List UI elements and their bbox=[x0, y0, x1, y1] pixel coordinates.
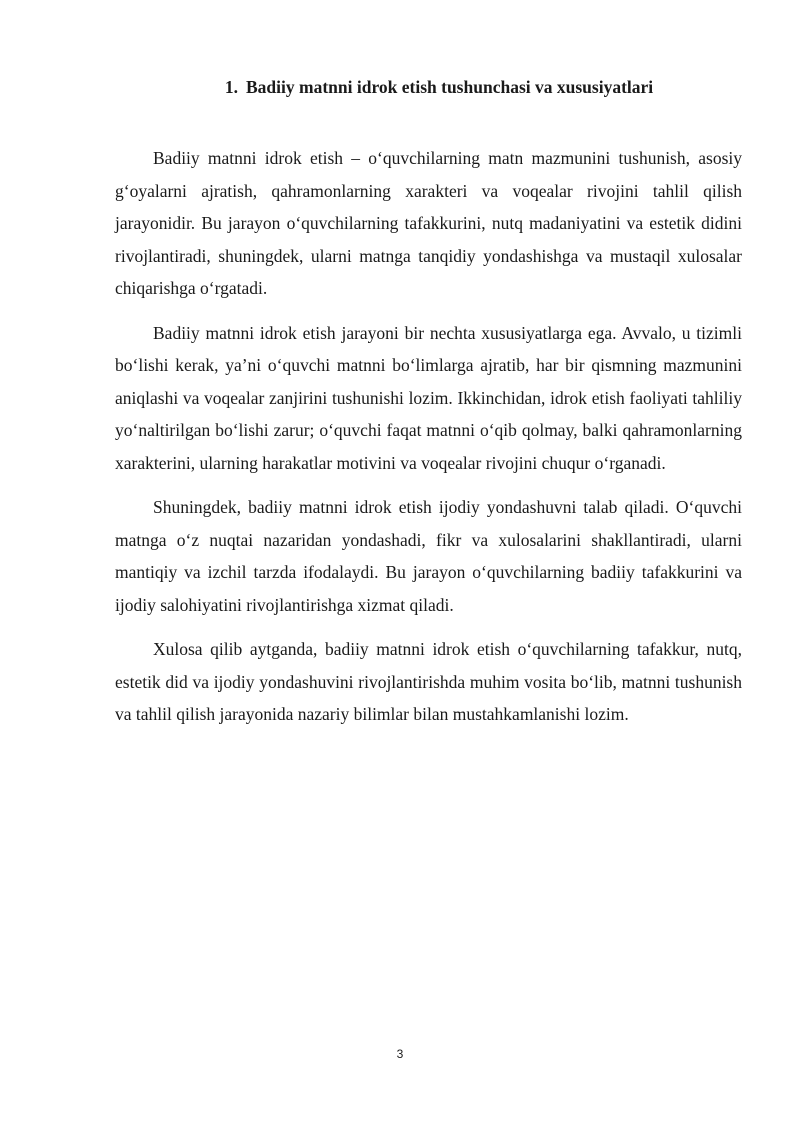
section-heading bbox=[0, 74, 800, 100]
section-number: 1. bbox=[224, 77, 238, 97]
page-number: 3 bbox=[396, 1047, 404, 1061]
section-title: Badiiy matnni idrok etish tushunchasi va xususiyatlari bbox=[245, 77, 654, 97]
paragraph-2: Badiiy matnni idrok etish jarayoni bir nechta xususiyatlarga ega. Avvalo, u tizimli bo‘lishi kerak, ya’ni o‘quvchi matnni bo‘limlarga ajratib, har bir qismning mazmunini aniqlashi va voqealar zanjirini tushunishi lozim. Ikkinchidan, idrok etish faoliyati tahliliy yo‘naltirilgan bo‘lishi zarur; o‘quvchi faqat matnni o‘qib qolmay, balki qahramonlarning xarakterini, ularning harakatlar motivini va voqealar rivojini chuqur o‘rganadi. bbox=[115, 322, 742, 473]
paragraph-3: Shuningdek, badiiy matnni idrok etish ijodiy yondashuvni talab qiladi. O‘quvchi matnga o‘z nuqtai nazaridan yondashadi, fikr va xulosalarini shakllantiradi, ularni mantiqiy va izchil tarzda ifodalaydi. Bu jarayon o‘quvchilarning badiiy tafakkurini va ijodiy salohiyatini rivojlantirishga xizmat qiladi. bbox=[115, 497, 742, 615]
paragraph-1: Badiiy matnni idrok etish – o‘quvchilarning matn mazmunini tushunish, asosiy g‘oyalarni ajratish, qahramonlarning xarakteri va voqealar rivojini tahlil qilish jarayonidir. Bu jarayon o‘quvchilarning tafakkurini, nutq madaniyatini va estetik didini rivojlantiradi, shuningdek, ularni matnga tanqidiy yondashishga va mustaqil xulosalar chiqarishga o‘rgatadi. bbox=[115, 148, 742, 298]
body-text bbox=[115, 142, 742, 743]
paragraph-4: Xulosa qilib aytganda, badiiy matnni idrok etish o‘quvchilarning tafakkur, nutq, estetik did va ijodiy yondashuvini rivojlantirishda muhim vosita bo‘lib, matnni tushunish va tahlil qilish jarayonida nazariy bilimlar bilan mustahkamlanishi lozim. bbox=[115, 639, 742, 724]
